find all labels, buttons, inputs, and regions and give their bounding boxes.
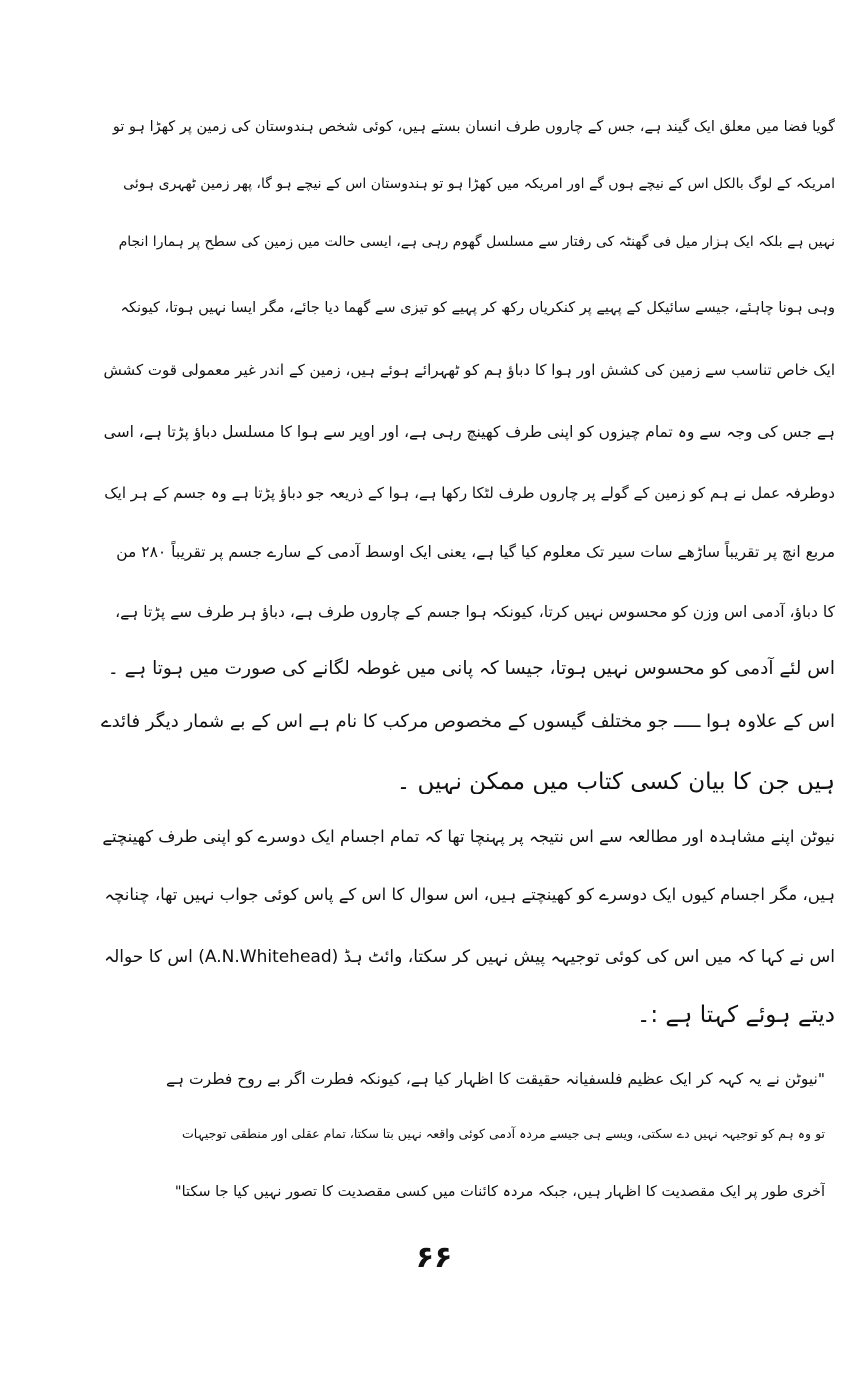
text-line: امریکہ کے لوگ بالکل اس کے نیچے ہوں گے اور امریکہ میں کھڑا ہو تو ہندوستان اس کے نیچے ہو گا، پھر زمین ٹھہری ہوئی [123, 176, 835, 192]
quote-line: تو وہ ہم کو توجیہہ نہیں دے سکتی، ویسے ہی جیسے مردہ آدمی کوئی واقعہ نہیں بتا سکتا، تمام عقلی اور منطقی توجیہات [182, 1126, 825, 1141]
page-number: ۶۶ [415, 1240, 453, 1275]
paragraph-3 [100, 825, 835, 1025]
quote-line: آخری طور پر ایک مقصدیت کا اظہار ہیں، جبکہ مردہ کائنات میں کسی مقصدیت کا تصور نہیں کیا جا سکتا" [174, 1184, 825, 1200]
text-line: اس نے کہا کہ میں اس کی کوئی توجیہہ پیش نہیں کر سکتا، وائٹ ہڈ (A.N.Whitehead) اس کا حوالہ [104, 947, 835, 967]
text-line: کا دباؤ، آدمی اس وزن کو محسوس نہیں کرتا، کیونکہ ہوا جسم کے چاروں طرف ہے، دباؤ ہر طرف سے پڑتا ہے، [115, 603, 835, 621]
text-line: ہیں جن کا بیان کسی کتاب میں ممکن نہیں ۔ [396, 770, 835, 794]
text-line: اس کے علاوہ ہوا ـــــ جو مختلف گیسوں کے مخصوص مرکب کا نام ہے اس کے بے شمار دیگر فائدے [101, 711, 835, 732]
text-line: نیوٹن اپنے مشاہدہ اور مطالعہ سے اس نتیجہ پر پہنچا تھا کہ تمام اجسام ایک دوسرے کو اپنی طرف کھینچتے [102, 827, 835, 846]
text-line: مربع انچ پر تقریباً ساڑھے سات سیر تک معلوم کیا گیا ہے، یعنی ایک اوسط آدمی کے سارے جسم پر تقریباً ۲۸۰ من [116, 543, 835, 561]
text-line: وہی ہونا چاہئے، جیسے سائیکل کے پہیے پر کنکریاں رکھ کر پہیے کو تیزی سے گھما دیا جائے، مگر ایسا نہیں ہوتا، کیونکہ [120, 300, 835, 316]
block-quote [165, 1068, 825, 1208]
paragraph-2 [100, 710, 835, 800]
text-line: اس لئے آدمی کو محسوس نہیں ہوتا، جیسا کہ پانی میں غوطہ لگانے کی صورت میں ہوتا ہے ۔ [107, 658, 835, 679]
text-line: گویا فضا میں معلق ایک گیند ہے، جس کے چاروں طرف انسان بستے ہیں، کوئی شخص ہندوستان کی زمین پر کھڑا ہو تو [112, 119, 835, 135]
text-line: دوطرفہ عمل نے ہم کو زمین کے گولے پر چاروں طرف لٹکا رکھا ہے، ہوا کے ذریعہ جو دباؤ پڑتا ہے وہ جسم کے ہر ایک [104, 484, 835, 502]
text-line: دیتے ہوئے کہتا ہے :۔ [636, 1003, 835, 1027]
text-line: ہے جس کی وجہ سے وہ تمام چیزوں کو اپنی طرف کھینچ رہی ہے، اور اوپر سے ہوا کا مسلسل دباؤ پڑتا ہے، اسی [103, 423, 835, 441]
text-line: نہیں ہے بلکہ ایک ہزار میل فی گھنٹہ کی رفتار سے مسلسل گھوم رہی ہے، ایسی حالت میں زمین کی سطح پر ہمارا انجام [118, 234, 835, 250]
text-line: ایک خاص تناسب سے زمین کی کشش اور ہوا کا دباؤ ہم کو ٹھہرائے ہوئے ہیں، زمین کے اندر غیر معمولی قوت کشش [103, 361, 835, 379]
text-line: ہیں، مگر اجسام کیوں ایک دوسرے کو کھینچتے ہیں، اس سوال کا اس کے پاس کوئی جواب نہیں تھا، چنانچہ [104, 885, 835, 904]
quote-line: "نیوٹن نے یہ کہہ کر ایک عظیم فلسفیانہ حقیقت کا اظہار کیا ہے، کیونکہ فطرت اگر بے روح فطرت ہے [165, 1070, 825, 1088]
paragraph-1 [100, 115, 835, 679]
